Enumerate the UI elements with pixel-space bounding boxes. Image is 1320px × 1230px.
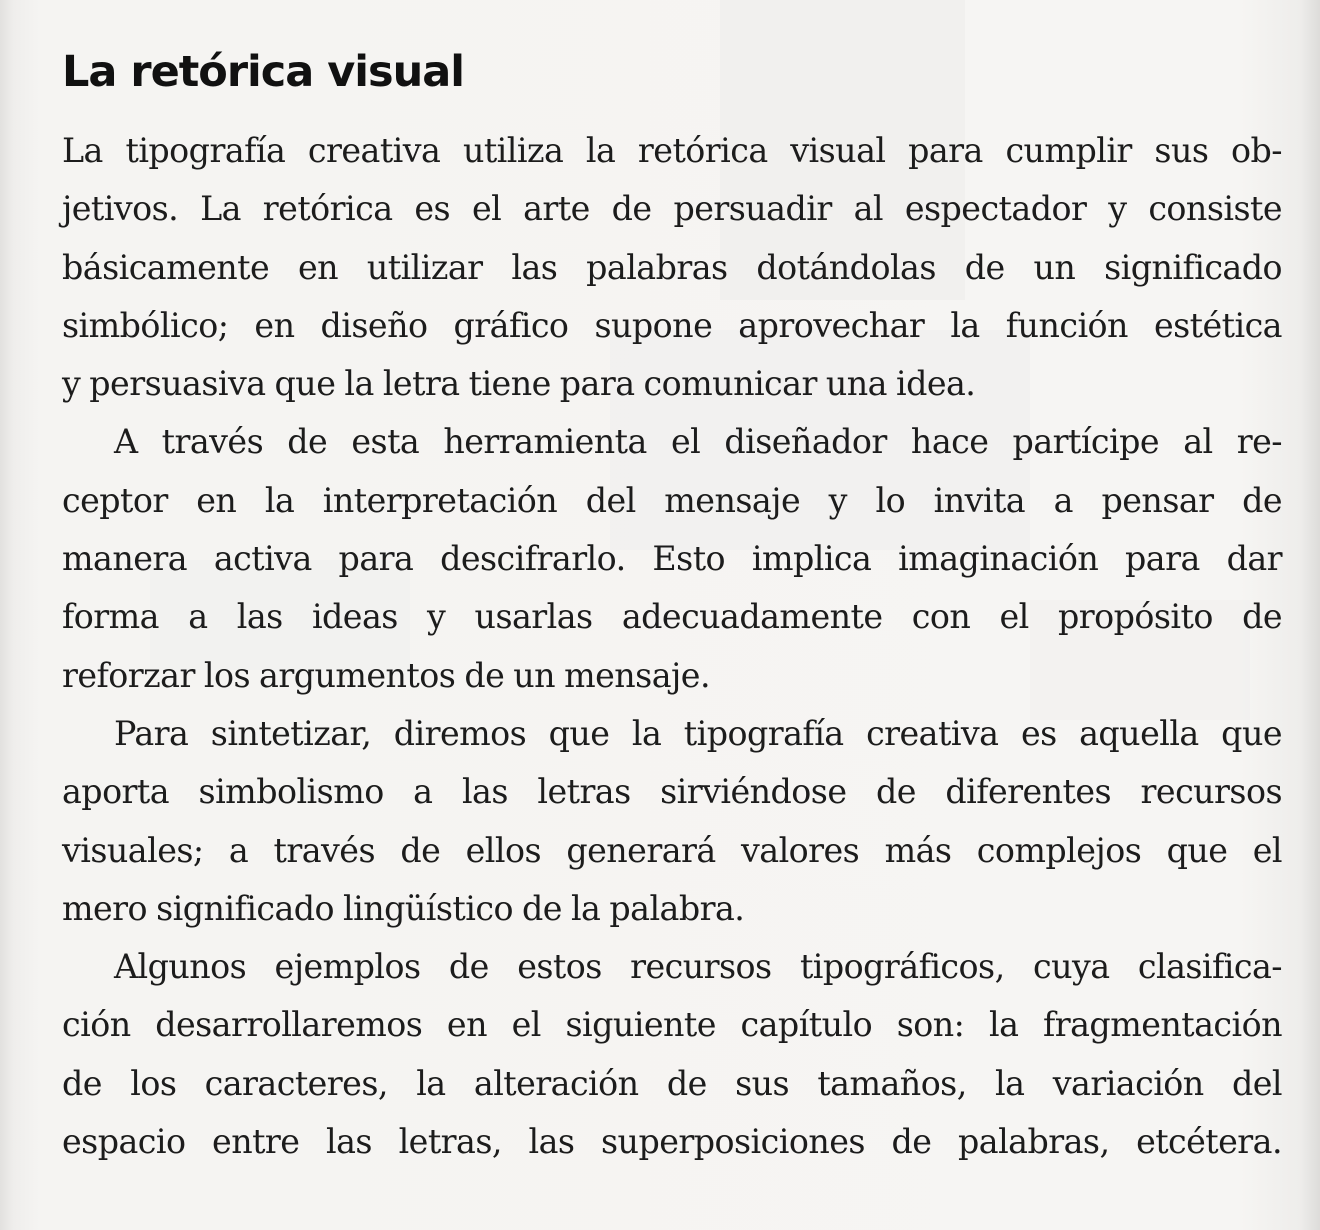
text-line: simbólico; en diseño gráfico supone aprovechar la función estética: [62, 305, 1282, 345]
text-line: jetivos. La retórica es el arte de persuadir al espectador y consiste: [62, 189, 1282, 229]
text-line: espacio entre las letras, las superposiciones de palabras, etcétera.: [62, 1122, 1282, 1162]
text-line: La tipografía creativa utiliza la retórica visual para cumplir sus ob-: [62, 131, 1282, 170]
text-line: aporta simbolismo a las letras sirviéndose de diferentes recursos: [62, 772, 1282, 812]
text-line: ceptor en la interpretación del mensaje y lo invita a pensar de: [62, 480, 1282, 520]
text-line: ción desarrollaremos en el siguiente capítulo son: la fragmentación: [62, 1005, 1282, 1045]
text-line: visuales; a través de ellos generará valores más complejos que el: [62, 830, 1282, 870]
text-line: manera activa para descifrarlo. Esto implica imaginación para dar: [62, 539, 1282, 579]
text-line: Algunos ejemplos de estos recursos tipográficos, cuya clasifica-: [114, 947, 1282, 987]
section-heading: La retórica visual: [62, 47, 465, 97]
text-line: reforzar los argumentos de un mensaje.: [62, 655, 710, 695]
text-line: forma a las ideas y usarlas adecuadamente con el propósito de: [62, 597, 1282, 637]
body-text: [62, 122, 1282, 1171]
text-line: A través de esta herramienta el diseñador hace partícipe al re-: [114, 422, 1282, 462]
text-line: de los caracteres, la alteración de sus tamaños, la variación del: [62, 1063, 1282, 1103]
text-line: y persuasiva que la letra tiene para comunicar una idea.: [62, 364, 976, 404]
text-line: mero significado lingüístico de la palabra.: [62, 888, 745, 928]
text-line: Para sintetizar, diremos que la tipografía creativa es aquella que: [114, 713, 1282, 753]
text-line: básicamente en utilizar las palabras dotándolas de un significado: [62, 247, 1282, 287]
